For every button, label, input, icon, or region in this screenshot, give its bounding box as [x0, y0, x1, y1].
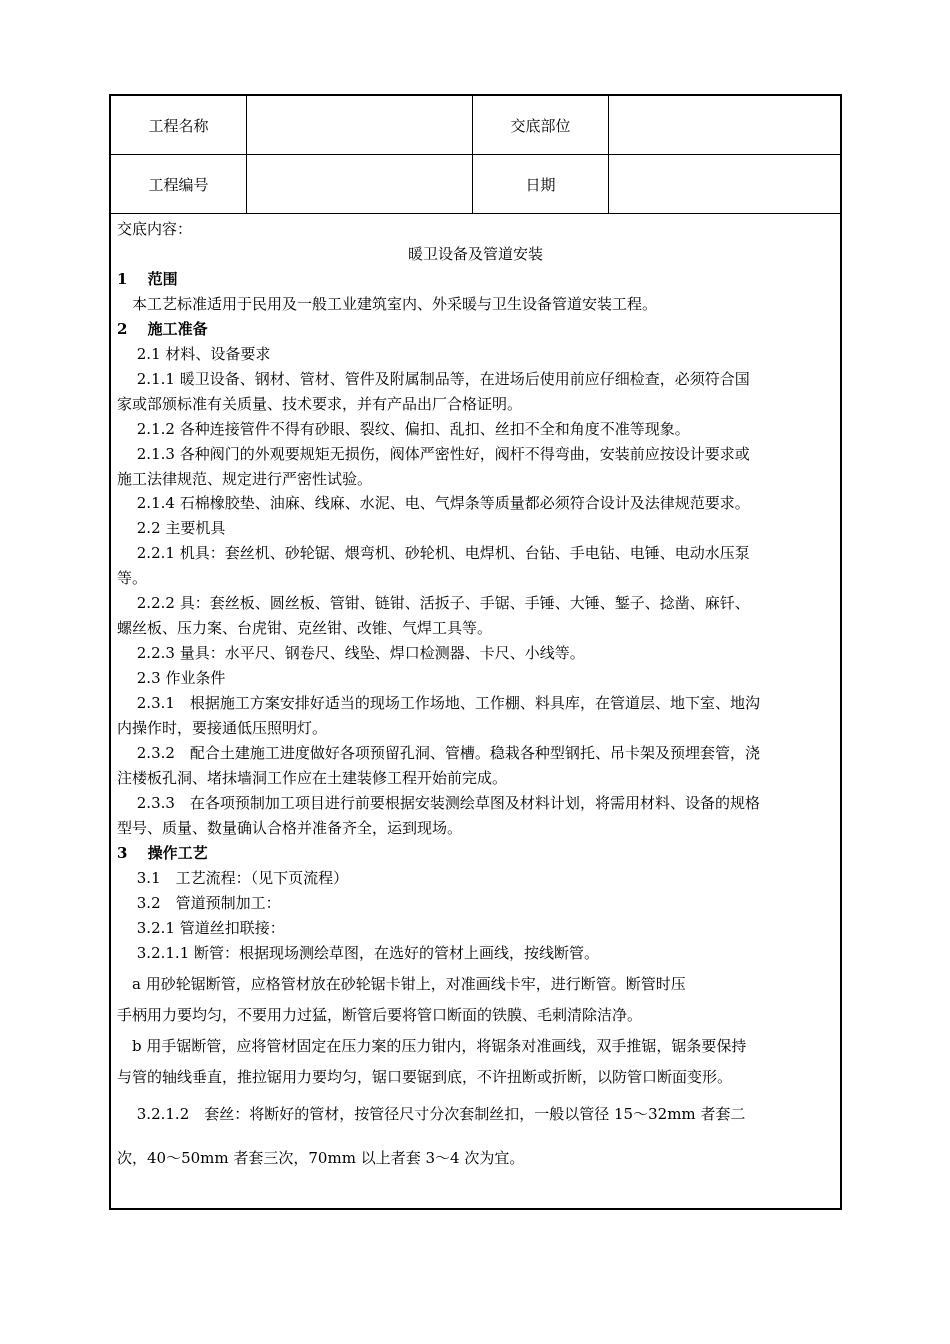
header-divider — [246, 96, 247, 214]
section-heading: 1 范围 — [117, 270, 178, 288]
section-heading: 2 施工准备 — [117, 320, 208, 338]
section-heading: 3 操作工艺 — [117, 844, 208, 862]
location-label: 交底部位 — [510, 117, 571, 135]
content-line: 2.3.3 在各项预制加工项目进行前要根据安装测绘草图及材料计划，将需用材料、设备的规格 — [117, 794, 760, 812]
content-line: a 用砂轮锯断管，应格管材放在砂轮锯卡钳上，对准画线卡牢，进行断管。断管时压 — [117, 975, 686, 993]
content-line: 手柄用力要均匀，不要用力过猛，断管后要将管口断面的铁膜、毛刺清除洁净。 — [117, 1006, 643, 1024]
content-line: 与管的轴线垂直，推拉锯用力要均匀，锯口要锯到底，不许扭断或折断，以防管口断面变形。 — [117, 1068, 733, 1086]
content-intro-label: 交底内容： — [117, 220, 193, 238]
content-line: 施工法律规范、规定进行严密性试验。 — [117, 470, 373, 488]
header-table — [111, 96, 840, 214]
header-divider — [472, 96, 473, 214]
content-line: 2.1.3 各种阀门的外观要规矩无损伤，阀体严密性好，阀杆不得弯曲，安装前应按设计要求或 — [117, 445, 750, 463]
content-line: 次，40～50mm 者套三次，70mm 以上者套 3～4 次为宜。 — [117, 1149, 525, 1167]
content-line: 2.3.1 根据施工方案安排好适当的现场工作场地、工作棚、料具库，在管道层、地下室、地沟 — [117, 694, 760, 712]
content-line: 3.1 工艺流程：（见下页流程） — [117, 869, 349, 887]
project-no-label: 工程编号 — [148, 176, 209, 194]
content-line: 3.2 管道预制加工： — [117, 894, 281, 912]
content-line: 3.2.1 管道丝扣联接： — [117, 919, 285, 937]
content-line: 内操作时，要接通低压照明灯。 — [117, 719, 328, 737]
content-line: 2.2 主要机具 — [117, 519, 226, 537]
content-line: 本工艺标准适用于民用及一般工业建筑室内、外采暖与卫生设备管道安装工程。 — [117, 295, 658, 313]
content-line: 2.2.1 机具：套丝机、砂轮锯、煨弯机、砂轮机、电焊机、台钻、手电钻、电锤、电动水压泵 — [117, 544, 750, 562]
header-divider — [608, 96, 609, 214]
content-line: 注楼板孔洞、堵抹墙洞工作应在土建装修工程开始前完成。 — [117, 769, 508, 787]
content-line: 2.1.4 石棉橡胶垫、油麻、线麻、水泥、电、气焊条等质量都必须符合设计及法律规范要求。 — [117, 494, 750, 512]
content-title: 暖卫设备及管道安装 — [407, 245, 543, 263]
project-name-value — [247, 96, 472, 155]
header-row-divider — [111, 154, 840, 155]
content-line: b 用手锯断管，应将管材固定在压力案的压力钳内，将锯条对准画线，双手推锯，锯条要保持 — [117, 1037, 747, 1055]
content-line: 2.3 作业条件 — [117, 669, 226, 687]
content-line: 螺丝板、压力案、台虎钳、克丝钳、改锥、气焊工具等。 — [117, 619, 493, 637]
content-line: 2.1.2 各种连接管件不得有砂眼、裂纹、偏扣、乱扣、丝扣不全和角度不准等现象。 — [117, 420, 690, 438]
header-bottom-border — [111, 213, 840, 214]
date-label: 日期 — [525, 176, 556, 194]
disclosure-sheet — [109, 94, 842, 1210]
content-line: 型号、质量、数量确认合格并准备齐全，运到现场。 — [117, 819, 463, 837]
project-name-label: 工程名称 — [148, 117, 209, 135]
content-line: 家或部颁标准有关质量、技术要求，并有产品出厂合格证明。 — [117, 395, 523, 413]
location-value — [609, 96, 840, 155]
content-line: 2.1 材料、设备要求 — [117, 345, 271, 363]
content-line: 等。 — [117, 569, 148, 587]
content-line: 3.2.1.1 断管：根据现场测绘草图，在选好的管材上画线，按线断管。 — [117, 944, 600, 962]
content-line: 2.2.3 量具：水平尺、钢卷尺、线坠、焊口检测器、卡尺、小线等。 — [117, 644, 585, 662]
date-value — [609, 155, 840, 214]
content-line: 2.1.1 暖卫设备、钢材、管材、管件及附属制品等，在进场后使用前应仔细检查，必须符合国 — [117, 370, 750, 388]
content-line: 3.2.1.2 套丝：将断好的管材，按管径尺寸分次套制丝扣，一般以管径 15～32mm 者套二 — [117, 1105, 746, 1123]
content-line: 2.3.2 配合土建施工进度做好各项预留孔洞、管槽。稳栽各种型钢托、吊卡架及预埋套管，浇 — [117, 744, 760, 762]
project-no-value — [247, 155, 472, 214]
content-line: 2.2.2 具：套丝板、圆丝板、管钳、链钳、活扳子、手锯、手锤、大锤、錾子、捻凿、麻钎、 — [117, 594, 750, 612]
